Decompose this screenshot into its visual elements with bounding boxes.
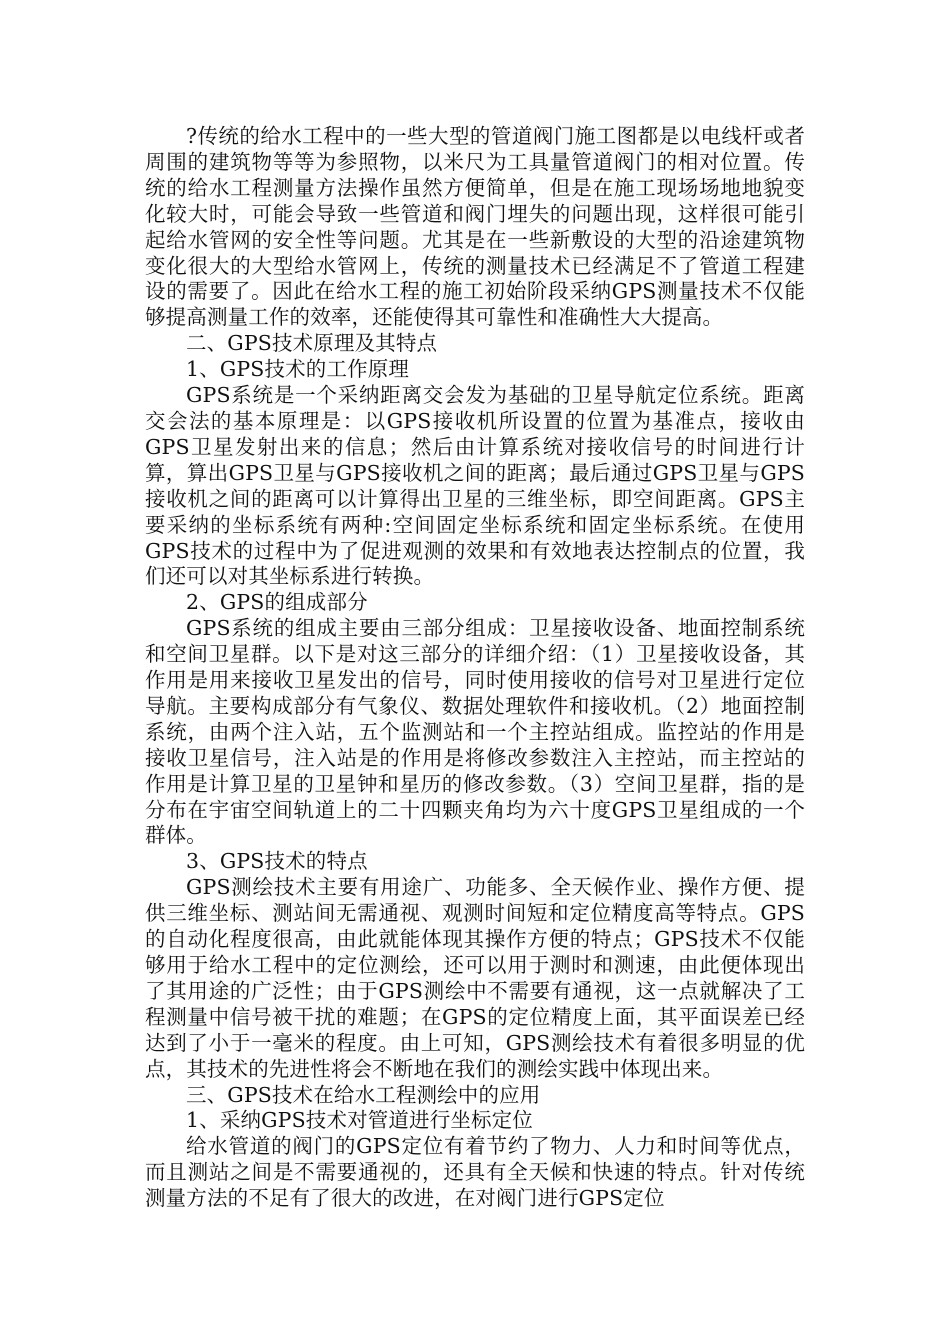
subheading-3-1: 1、采纳GPS技术对管道进行坐标定位 bbox=[186, 1108, 533, 1133]
subheading-2-2: 2、GPS的组成部分 bbox=[186, 590, 368, 615]
section-heading-3: 三、GPS技术在给水工程测绘中的应用 bbox=[186, 1082, 541, 1107]
document-body bbox=[145, 124, 805, 1212]
paragraph-intro: ?传统的给水工程中的一些大型的管道阀门施工图都是以电线杆或者周围的建筑物等等为参照物，以米尺为工具量管道阀门的相对位置。传统的给水工程测量方法操作虽然方便简单，但是在施工现场场地地貌变化较大时，可能会导致一些管道和阀门埋失的问题出现，这样很可能引起给水管网的安全性等问题。尤其是在一些新敷设的大型的沿途建筑物变化很大的大型给水管网上，传统的测量技术已经满足不了管道工程建设的需要了。因此在给水工程的施工初始阶段采纳GPS测量技术不仅能够提高测量工作的效率，还能使得其可靠性和准确性大大提高。 bbox=[145, 124, 805, 330]
paragraph-features: GPS测绘技术主要有用途广、功能多、全天候作业、操作方便、提供三维坐标、测站间无需通视、观测时间短和定位精度高等特点。GPS的自动化程度很高，由此就能体现其操作方便的特点；GPS技术不仅能够用于给水工程中的定位测绘，还可以用于测时和测速，由此便体现出了其用途的广泛性；由于GPS测绘中不需要有通视，这一点就解决了工程测量中信号被干扰的难题；在GPS的定位精度上面，其平面误差已经达到了小于一毫米的程度。由上可知，GPS测绘技术有着很多明显的优点，其技术的先进性将会不断地在我们的测绘实践中体现出来。 bbox=[145, 875, 805, 1081]
paragraph-coordinate-positioning: 给水管道的阀门的GPS定位有着节约了物力、人力和时间等优点，而且测站之间是不需要通视的，还具有全天候和快速的特点。针对传统测量方法的不足有了很大的改进，在对阀门进行GPS定位 bbox=[145, 1134, 805, 1211]
subheading-2-3: 3、GPS技术的特点 bbox=[186, 849, 368, 874]
paragraph-working-principle: GPS系统是一个采纳距离交会发为基础的卫星导航定位系统。距离交会法的基本原理是：以GPS接收机所设置的位置为基准点，接收由GPS卫星发射出来的信息；然后由计算系统对接收信号的时间进行计算，算出GPS卫星与GPS接收机之间的距离；最后通过GPS卫星与GPS接收机之间的距离可以计算得出卫星的三维坐标，即空间距离。GPS主要采纳的坐标系统有两种:空间固定坐标系统和固定坐标系统。在使用GPS技术的过程中为了促进观测的效果和有效地表达控制点的位置，我们还可以对其坐标系进行转换。 bbox=[145, 383, 805, 589]
subheading-2-1: 1、GPS技术的工作原理 bbox=[186, 357, 410, 382]
section-heading-2: 二、GPS技术原理及其特点 bbox=[186, 331, 438, 356]
paragraph-components: GPS系统的组成主要由三部分组成：卫星接收设备、地面控制系统和空间卫星群。以下是对这三部分的详细介绍：（1）卫星接收设备，其作用是用来接收卫星发出的信号，同时使用接收的信号对卫星进行定位导航。主要构成部分有气象仪、数据处理软件和接收机。（2）地面控制系统，由两个注入站，五个监测站和一个主控站组成。监控站的作用是接收卫星信号，注入站是的作用是将修改参数注入主控站，而主控站的作用是计算卫星的卫星钟和星历的修改参数。（3）空间卫星群，指的是分布在宇宙空间轨道上的二十四颗夹角均为六十度GPS卫星组成的一个群体。 bbox=[145, 616, 805, 848]
